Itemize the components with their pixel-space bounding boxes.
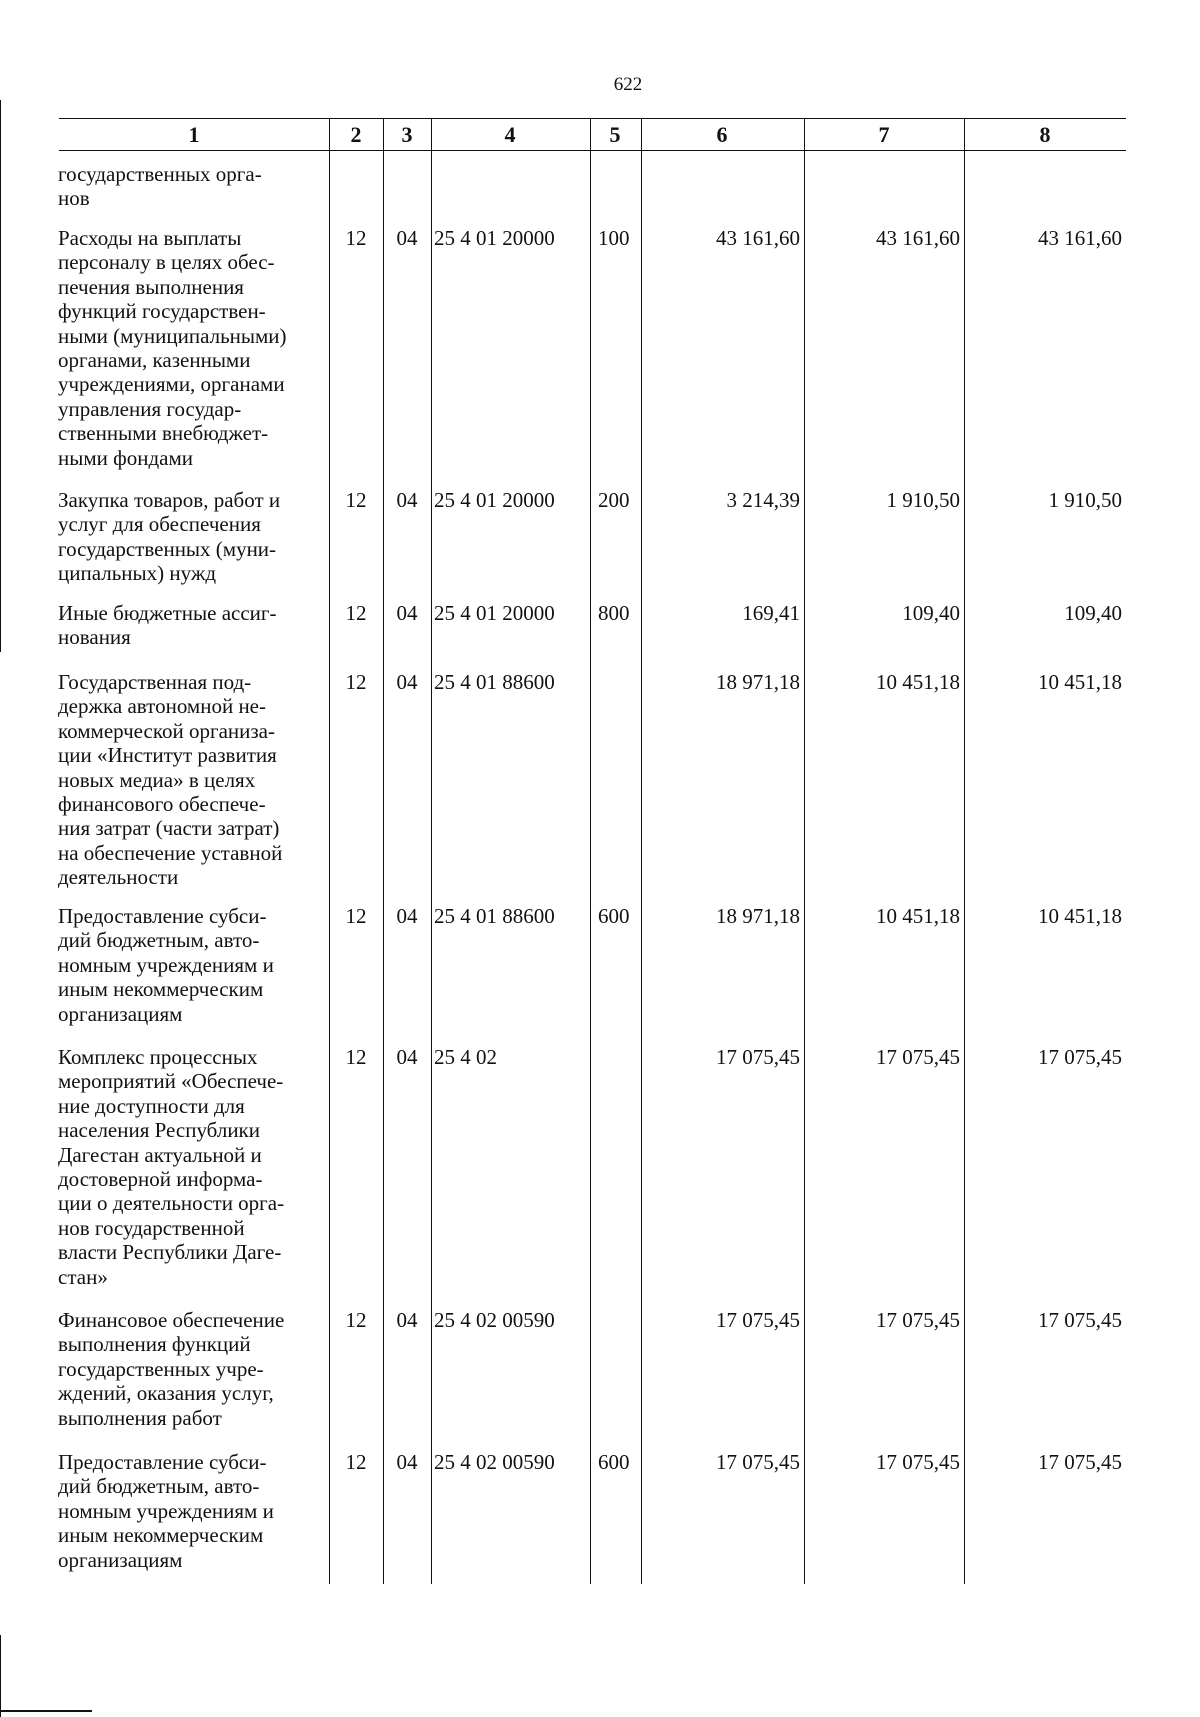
description-line: ными фондами [58,445,194,470]
cell-c4: 25 4 01 88600 [434,904,555,928]
cell-c4: 25 4 02 [434,1045,497,1069]
cell-c3: 04 [396,1450,418,1474]
description-line: государственных орга- [58,162,262,186]
cell-c2: 12 [345,1308,367,1332]
left-margin-edge [0,100,1,652]
description-line: дий бюджетным, авто- [58,928,260,953]
description-line: выполнения функций [58,1332,251,1357]
description-line: Расходы на выплаты [58,226,242,250]
page-number: 622 [613,74,643,95]
description-line: иным некоммерческим [58,1523,264,1548]
description-line: Предоставление субси- [58,904,267,928]
cell-c7: 17 075,45 [876,1450,960,1474]
cell-c7: 109,40 [902,601,960,625]
column-header: 8 [1039,122,1051,147]
cell-c7: 10 451,18 [876,904,960,928]
cell-c8: 1 910,50 [1048,488,1122,512]
column-header: 5 [609,122,621,147]
cell-c4: 25 4 01 20000 [434,488,555,512]
cell-c5: 200 [598,488,630,512]
description-line: населения Республики [58,1118,260,1143]
cell-c2: 12 [345,601,367,625]
column-divider [329,118,330,1584]
description-line: коммерческой организа- [58,718,275,743]
description-line: ными (муниципальными) [58,323,287,348]
cell-c6: 3 214,39 [726,488,800,512]
description-line: номным учреждениям и [58,1498,274,1523]
row-description [58,1045,328,1289]
cell-c4: 25 4 01 20000 [434,601,555,625]
row-description [58,226,328,470]
description-line: персоналу в целях обес- [58,250,275,275]
cell-c3: 04 [396,1045,418,1069]
description-line: нов государственной [58,1215,245,1240]
column-divider [641,118,642,1584]
description-line: иным некоммерческим [58,977,264,1002]
description-line: новых медиа» в целях [58,767,256,792]
column-divider [590,118,591,1584]
description-line: Комплекс процессных [58,1045,258,1069]
cell-c6: 17 075,45 [716,1450,800,1474]
cell-c7: 10 451,18 [876,670,960,694]
description-line: управления государ- [58,396,242,421]
description-line: органами, казенными [58,348,251,373]
cell-c5: 800 [598,601,630,625]
row-description [58,904,328,1026]
cell-c8: 17 075,45 [1038,1450,1122,1474]
column-header: 1 [188,122,200,147]
description-line: мероприятий «Обеспече- [58,1069,284,1094]
description-line: власти Республики Даге- [58,1240,282,1265]
cell-c5: 100 [598,226,630,250]
column-header: 3 [401,122,413,147]
cell-c6: 43 161,60 [716,226,800,250]
description-line: ции «Институт развития [58,743,277,768]
cell-c7: 43 161,60 [876,226,960,250]
cell-c7: 1 910,50 [886,488,960,512]
column-divider [431,118,432,1584]
cell-c3: 04 [396,601,418,625]
cell-c4: 25 4 02 00590 [434,1450,555,1474]
description-line: стан» [58,1264,108,1289]
column-header: 2 [350,122,362,147]
description-line: функций государствен- [58,299,266,324]
cell-c3: 04 [396,904,418,928]
cell-c3: 04 [396,1308,418,1332]
cell-c8: 17 075,45 [1038,1045,1122,1069]
row-description [58,1308,328,1430]
cell-c4: 25 4 01 88600 [434,670,555,694]
bottom-margin-edge [0,1710,92,1712]
description-line: номным учреждениям и [58,952,274,977]
description-line: держка автономной не- [58,694,266,719]
description-line: организациям [58,1547,183,1572]
description-line: услуг для обеспечения [58,512,261,537]
column-header: 4 [504,122,516,147]
cell-c2: 12 [345,670,367,694]
description-line: Дагестан актуальной и [58,1142,262,1167]
cell-c8: 10 451,18 [1038,670,1122,694]
cell-c2: 12 [345,488,367,512]
description-line: учреждениями, органами [58,372,285,397]
description-line: государственных учре- [58,1356,264,1381]
description-line: нования [58,625,131,650]
left-margin-edge-lower [0,1635,1,1717]
description-line: деятельности [58,865,179,890]
column-header: 7 [878,122,890,147]
table-top-rule [59,118,1126,119]
description-line: печения выполнения [58,274,244,299]
cell-c2: 12 [345,1450,367,1474]
cell-c2: 12 [345,904,367,928]
cell-c7: 17 075,45 [876,1308,960,1332]
cell-c3: 04 [396,226,418,250]
description-line: ния затрат (части затрат) [58,816,280,841]
row-description [58,488,328,586]
description-line: ципальных) нужд [58,561,217,586]
row-description [58,601,328,650]
cell-c2: 12 [345,226,367,250]
cell-c6: 17 075,45 [716,1045,800,1069]
description-line: Иные бюджетные ассиг- [58,601,277,625]
cell-c3: 04 [396,670,418,694]
cell-c8: 10 451,18 [1038,904,1122,928]
description-line: выполнения работ [58,1405,222,1430]
column-divider [804,118,805,1584]
description-line: Предоставление субси- [58,1450,267,1474]
cell-c3: 04 [396,488,418,512]
description-line: дий бюджетным, авто- [58,1474,260,1499]
description-line: Закупка товаров, работ и [58,488,281,512]
row-description [58,1450,328,1572]
description-line: Государственная под- [58,670,252,694]
description-line: организациям [58,1001,183,1026]
column-divider [383,118,384,1584]
cell-c4: 25 4 01 20000 [434,226,555,250]
description-line: ции о деятельности орга- [58,1191,285,1216]
description-line: ние доступности для [58,1093,245,1118]
column-header: 6 [716,122,728,147]
column-divider [964,118,965,1584]
description-line: ждений, оказания услуг, [58,1381,274,1406]
cell-c8: 17 075,45 [1038,1308,1122,1332]
description-line: достоверной информа- [58,1167,263,1192]
cell-c6: 169,41 [742,601,800,625]
description-line: на обеспечение уставной [58,840,283,865]
cell-c8: 109,40 [1064,601,1122,625]
cell-c4: 25 4 02 00590 [434,1308,555,1332]
cell-c6: 17 075,45 [716,1308,800,1332]
cell-c2: 12 [345,1045,367,1069]
row-description [58,162,328,211]
description-line: ственными внебюджет- [58,421,269,446]
cell-c5: 600 [598,1450,630,1474]
description-line: финансового обеспече- [58,792,266,817]
row-description [58,670,328,890]
cell-c5: 600 [598,904,630,928]
table-header-rule [59,150,1126,151]
description-line: нов [58,186,90,211]
description-line: Финансовое обеспечение [58,1308,285,1332]
cell-c6: 18 971,18 [716,670,800,694]
cell-c7: 17 075,45 [876,1045,960,1069]
cell-c6: 18 971,18 [716,904,800,928]
cell-c8: 43 161,60 [1038,226,1122,250]
description-line: государственных (муни- [58,536,277,561]
